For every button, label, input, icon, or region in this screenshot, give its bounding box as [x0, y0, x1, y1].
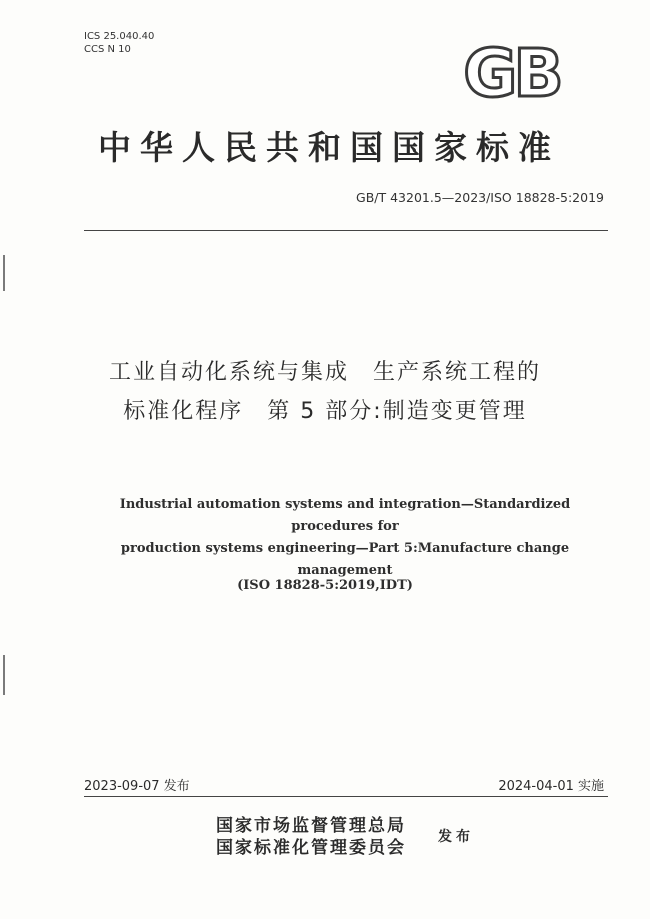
chinese-title-line-1: 工业自动化系统与集成 生产系统工程的 [108, 360, 541, 385]
english-title-line-2: production systems engineering—Part 5:Manufacture change management [120, 541, 570, 578]
gb-logo-text: GB [463, 40, 560, 102]
header-divider [84, 230, 608, 231]
issuer-sac: 国家标准化管理委员会 [216, 838, 406, 858]
ics-code: ICS 25.040.40 [84, 31, 155, 42]
chinese-title-line-2: 标准化程序 第 5 部分:制造变更管理 [123, 399, 527, 424]
issuer-samr: 国家市场监督管理总局 [216, 816, 406, 836]
standard-number: GB/T 43201.5—2023/ISO 18828-5:2019 [356, 190, 604, 205]
release-date: 2023-09-07 发布 [84, 779, 190, 794]
gb-logo [448, 40, 575, 102]
implementation-date: 2024-04-01 实施 [498, 779, 604, 794]
footer-divider [84, 796, 608, 797]
english-title [80, 494, 610, 582]
national-standard-title: 中华人民共和国国家标准 [98, 128, 560, 167]
iso-equivalence: (ISO 18828-5:2019,IDT) [237, 578, 413, 593]
issuing-authorities [216, 815, 406, 859]
issue-label: 发布 [438, 829, 474, 845]
classification-codes [84, 30, 154, 56]
ccs-code: CCS N 10 [84, 44, 131, 55]
scan-edge-mark [3, 655, 5, 695]
scan-edge-mark [3, 255, 5, 291]
english-title-line-1: Industrial automation systems and integration—Standardized procedures for [119, 497, 571, 534]
